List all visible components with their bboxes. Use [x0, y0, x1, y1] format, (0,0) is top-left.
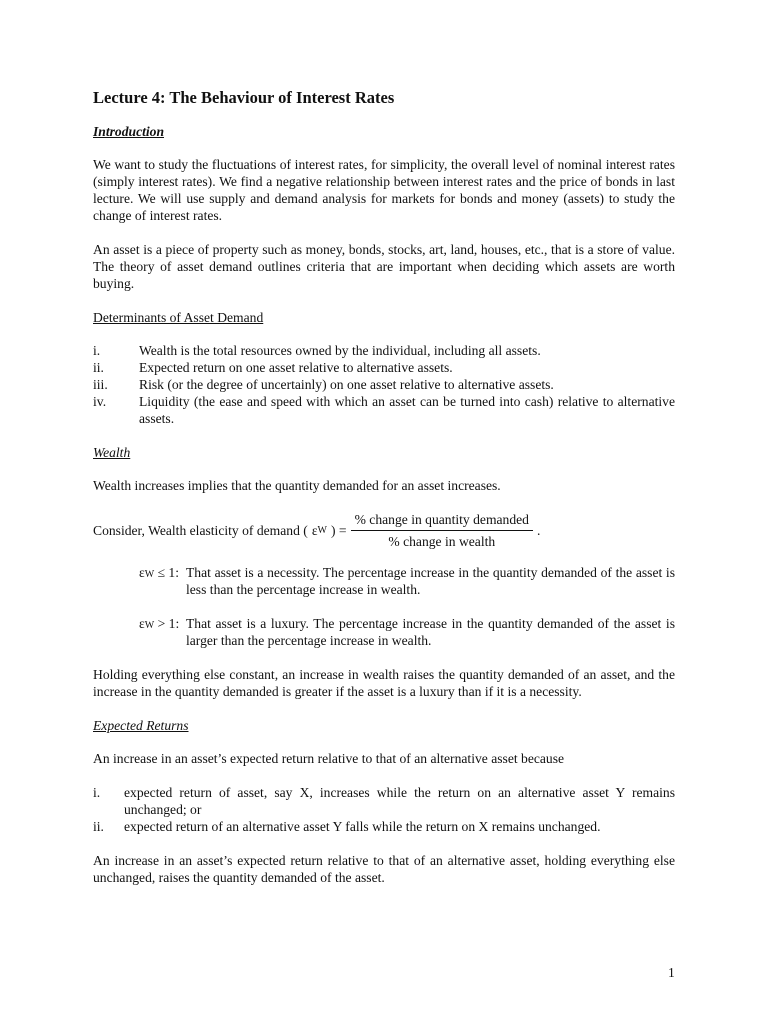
necessity-condition	[139, 564, 675, 598]
list-item	[93, 376, 675, 393]
wealth-paragraph-2: Holding everything else constant, an increase in wealth raises the quantity demanded of an asset, and the increase in the quantity demanded is greater if the asset is a luxury than if it is a necessity.	[93, 667, 675, 699]
list-item	[93, 342, 675, 359]
page-title: Lecture 4: The Behaviour of Interest Rates	[93, 88, 395, 107]
formula-numerator: % change in quantity demanded	[351, 511, 533, 531]
intro-paragraph-1: We want to study the fluctuations of interest rates, for simplicity, the overall level of nominal interest rates (simply interest rates). We find a negative relationship between interest rates and the price of bonds in last lecture. We will use supply and demand analysis for markets for bonds and money (assets) to study the change of interest rates.	[93, 157, 675, 223]
returns-paragraph-1: An increase in an asset’s expected return relative to that of an alternative asset because	[93, 751, 565, 766]
wealth-paragraph-1: Wealth increases implies that the quantity demanded for an asset increases.	[93, 478, 501, 493]
wealth-heading-wrap	[93, 444, 675, 461]
list-item-number: ii.	[93, 819, 104, 834]
formula-end: .	[536, 523, 541, 538]
list-item-text: Wealth is the total resources owned by the individual, including all assets.	[139, 343, 541, 358]
formula-lead: Consider, Wealth elasticity of demand (	[93, 523, 308, 538]
list-item-number: i.	[93, 343, 101, 358]
list-item-number: i.	[93, 785, 101, 800]
list-item-text: Liquidity (the ease and speed with which an asset can be turned into cash) relative to alternative assets.	[139, 394, 675, 426]
list-item-text: expected return of asset, say X, increases while the return on an alternative asset Y remains unchanged; or	[124, 785, 675, 817]
formula-subscript: W	[317, 525, 327, 536]
intro-paragraph-2: An asset is a piece of property such as money, bonds, stocks, art, land, houses, etc., that is a store of value. The theory of asset demand outlines criteria that are important when deciding which assets are worth buying.	[93, 242, 675, 291]
epsilon-symbol: ε	[139, 616, 145, 631]
returns-paragraph-2: An increase in an asset’s expected return relative to that of an alternative asset, holding everything else unchanged, raises the quantity demanded of the asset.	[93, 853, 675, 885]
list-item	[93, 359, 675, 376]
wealth-heading: Wealth	[93, 445, 131, 460]
list-item-text: Expected return on one asset relative to alternative assets.	[139, 360, 453, 375]
wealth-elasticity-formula	[93, 511, 675, 550]
list-item	[93, 784, 675, 818]
list-item	[93, 818, 675, 835]
condition-relation: ≤ 1:	[157, 565, 180, 580]
returns-list	[93, 784, 675, 835]
list-item-text: Risk (or the degree of uncertainly) on one asset relative to alternative assets.	[139, 377, 554, 392]
epsilon-subscript: W	[144, 569, 155, 580]
formula-fraction	[351, 511, 533, 550]
returns-heading: Expected Returns	[93, 718, 189, 733]
list-item-number: iii.	[93, 377, 108, 392]
epsilon-symbol: ε	[139, 565, 145, 580]
list-item-number: ii.	[93, 360, 104, 375]
formula-denominator: % change in wealth	[388, 534, 496, 549]
list-item	[93, 393, 675, 427]
list-item-text: expected return of an alternative asset Y falls while the return on X remains unchanged.	[124, 819, 601, 834]
necessity-condition-text: That asset is a necessity. The percentage increase in the quantity demanded of the asset is less than the percentage increase in wealth.	[186, 565, 675, 597]
determinants-heading: Determinants of Asset Demand	[93, 310, 264, 325]
luxury-condition-label	[139, 615, 186, 649]
list-item-number: iv.	[93, 394, 107, 409]
page-content	[93, 88, 675, 903]
condition-relation: > 1:	[157, 616, 180, 631]
returns-heading-wrap	[93, 717, 675, 734]
page-number: 1	[668, 965, 675, 980]
formula-symbol: ε	[311, 523, 318, 538]
necessity-condition-label	[139, 564, 186, 598]
luxury-condition	[139, 615, 675, 649]
intro-heading-wrap	[93, 123, 675, 140]
determinants-heading-wrap	[93, 309, 675, 326]
formula-close: ) =	[330, 523, 347, 538]
intro-heading: Introduction	[93, 124, 165, 139]
determinants-list	[93, 342, 675, 427]
epsilon-subscript: W	[144, 620, 155, 631]
luxury-condition-text: That asset is a luxury. The percentage increase in the quantity demanded of the asset is larger than the percentage increase in wealth.	[186, 616, 675, 648]
